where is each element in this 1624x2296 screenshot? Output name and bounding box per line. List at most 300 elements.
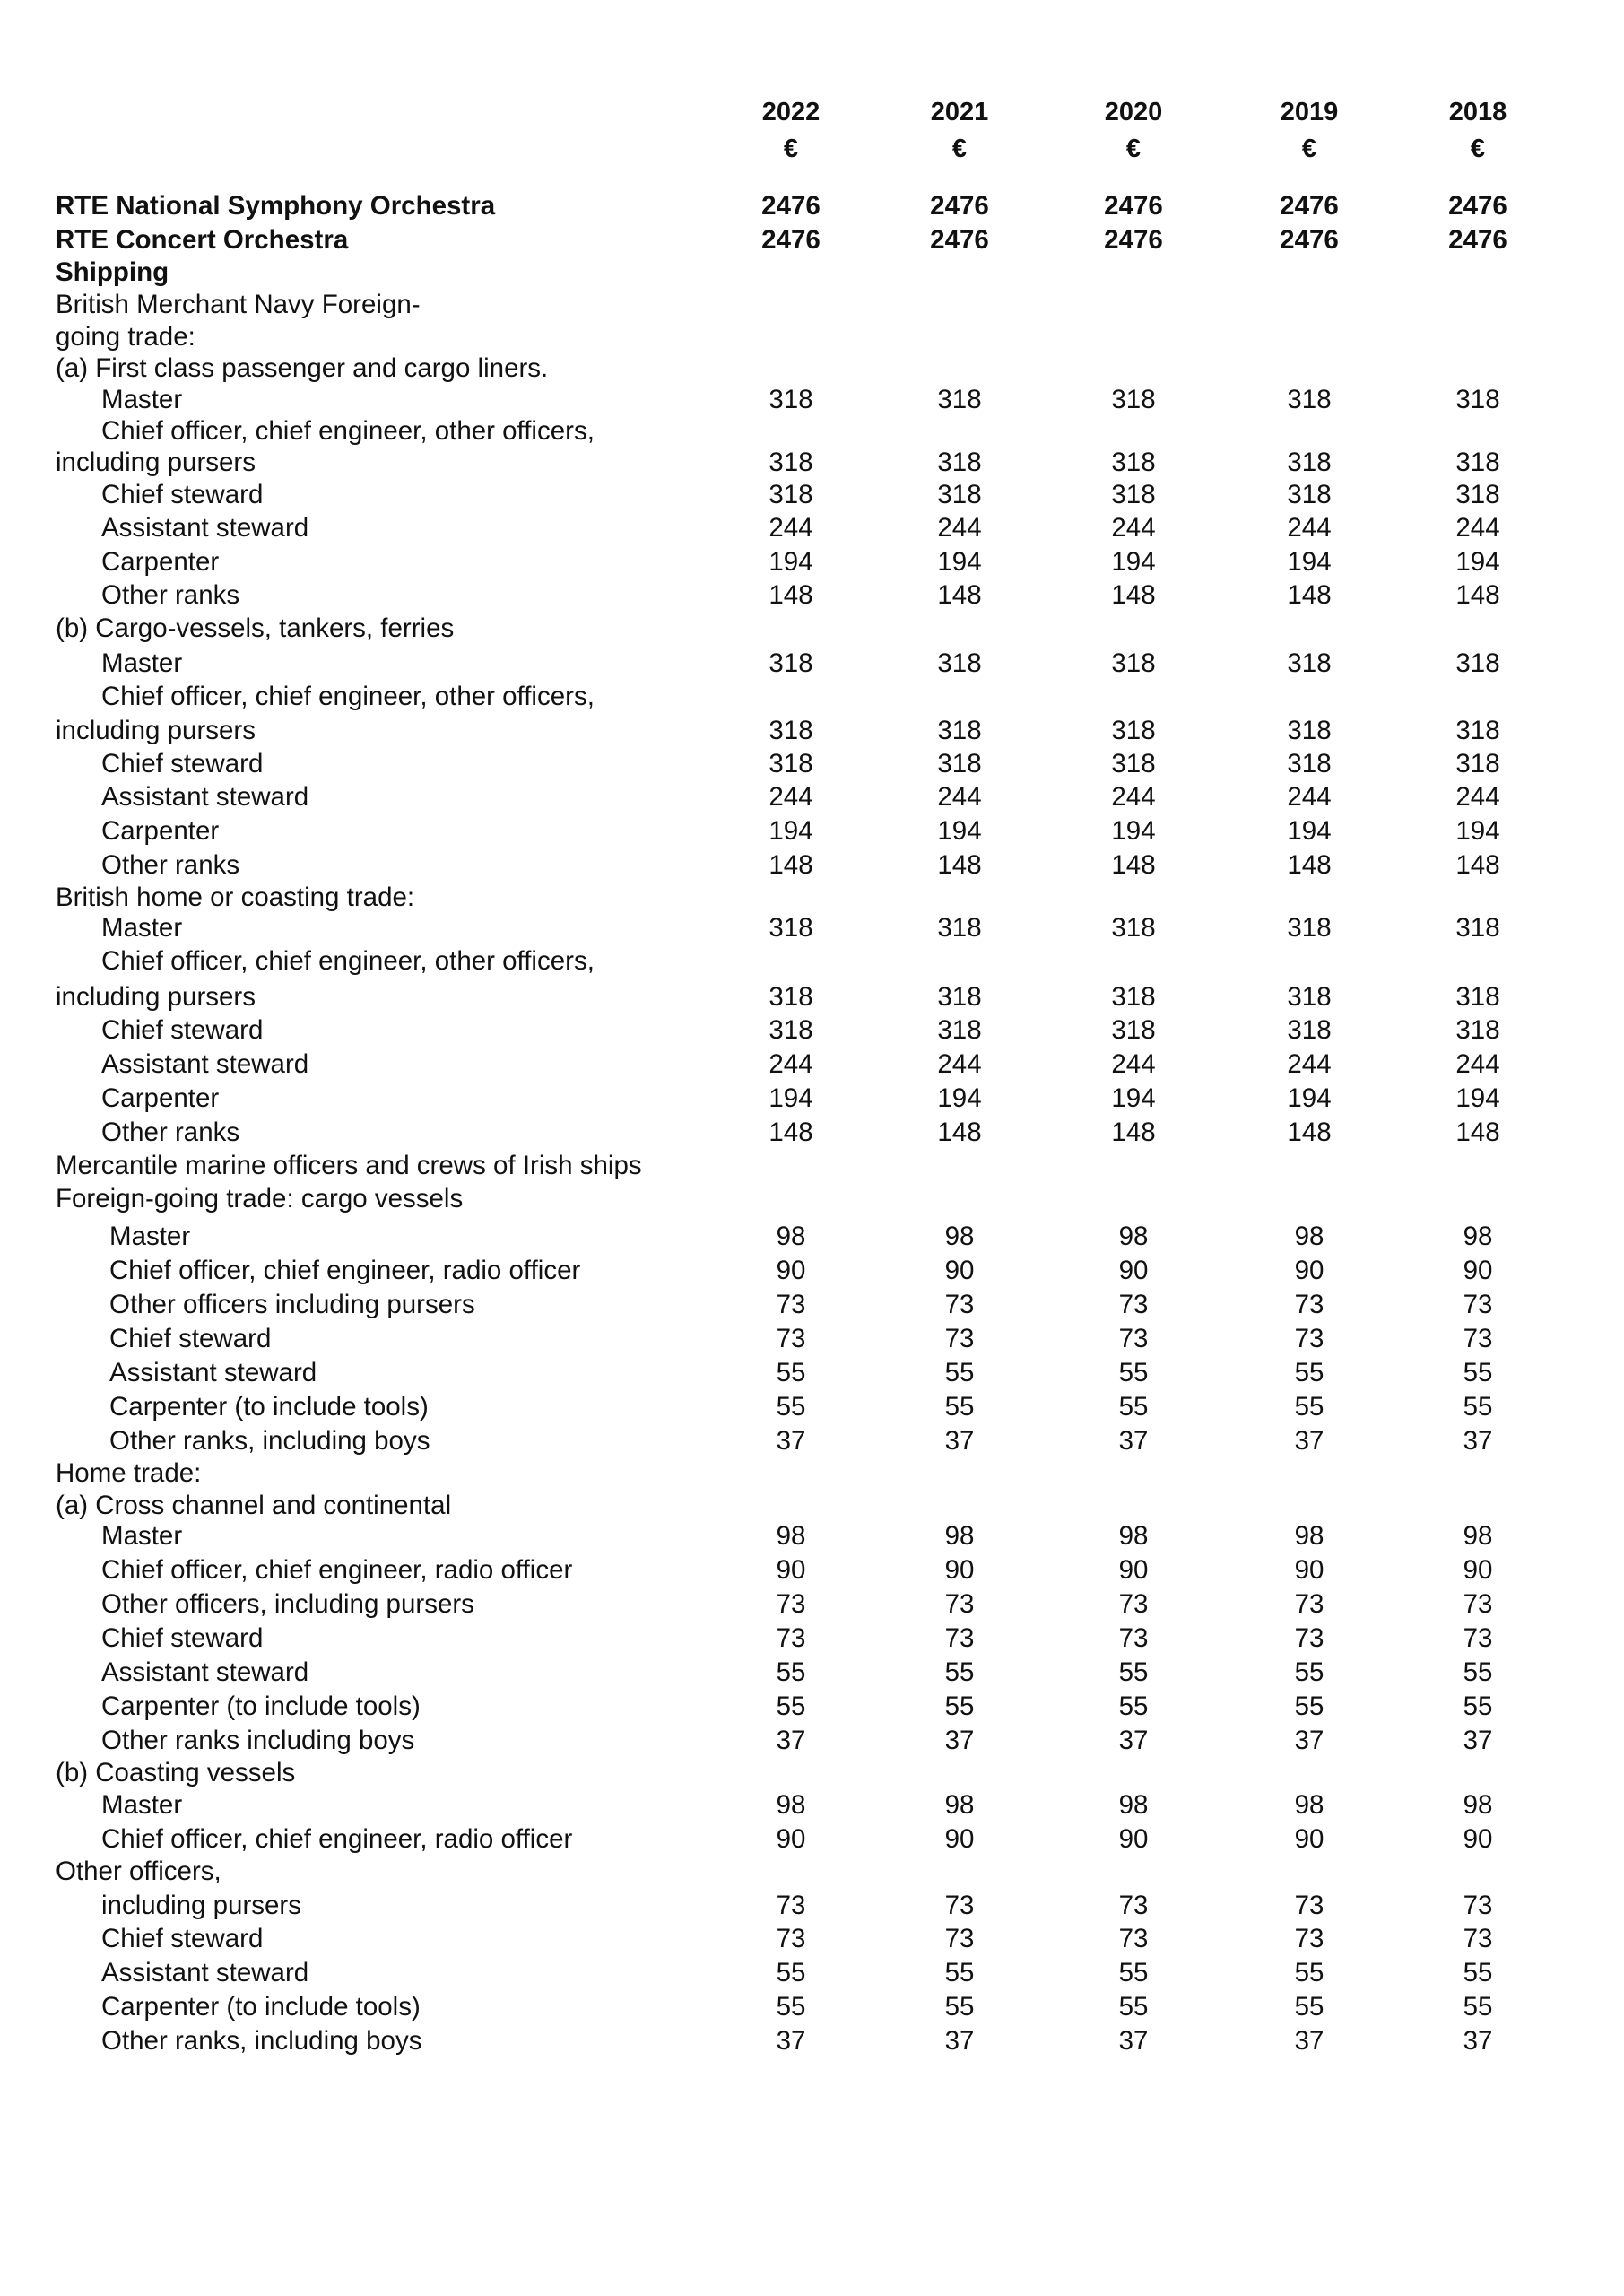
table-row	[56, 1220, 1580, 1254]
value-cell-2021: 194	[937, 1083, 982, 1113]
value-cell-2019: 244	[1287, 513, 1332, 543]
value-cell-2018: 98	[1463, 1790, 1493, 1820]
value-cell-2021: 148	[937, 580, 982, 610]
value-cell-2018: 55	[1463, 1657, 1493, 1687]
value-cell-2021: 244	[937, 513, 982, 543]
row-label: Master	[101, 913, 183, 943]
value-cell-2019: 55	[1294, 1657, 1324, 1687]
row-label: Assistant steward	[101, 1958, 309, 1987]
value-cell-2020: 37	[1118, 2026, 1149, 2056]
value-cell-2022: 148	[769, 1118, 813, 1147]
table-row	[56, 1656, 1580, 1690]
value-cell-2021: 73	[944, 1324, 975, 1353]
value-cell-2020: 55	[1118, 1692, 1149, 1721]
value-cell-2022: 73	[776, 1891, 806, 1920]
value-cell-2020: 318	[1111, 982, 1156, 1012]
table-row	[56, 1390, 1580, 1424]
value-cell-2018: 194	[1455, 1083, 1500, 1113]
value-cell-2019: 55	[1294, 1958, 1324, 1987]
value-cell-2018: 73	[1463, 1290, 1493, 1319]
table-row	[56, 288, 1580, 322]
value-cell-2021: 73	[944, 1891, 975, 1920]
value-cell-2019: 318	[1287, 982, 1332, 1012]
row-label: Carpenter (to include tools)	[101, 1692, 421, 1721]
row-label: Carpenter (to include tools)	[109, 1392, 429, 1422]
value-cell-2019: 55	[1294, 1692, 1324, 1721]
value-cell-2022: 73	[776, 1324, 806, 1353]
row-label: Carpenter	[101, 1083, 220, 1113]
value-cell-2021: 318	[937, 480, 982, 509]
value-cell-2022: 244	[769, 1049, 813, 1079]
value-cell-2021: 90	[944, 1555, 975, 1585]
row-label: British Merchant Navy Foreign-	[56, 290, 421, 319]
value-cell-2021: 318	[937, 913, 982, 943]
table-row	[56, 545, 1580, 579]
row-label: Other officers, including pursers	[101, 1589, 474, 1619]
value-cell-2022: 55	[776, 1358, 806, 1387]
value-cell-2019: 194	[1287, 547, 1332, 577]
table-row	[56, 1922, 1580, 1956]
row-label: Carpenter	[101, 547, 220, 577]
year-header-2018: 2018	[1448, 98, 1507, 126]
row-label: Master	[101, 385, 183, 414]
value-cell-2018: 90	[1463, 1824, 1493, 1854]
value-cell-2019: 148	[1287, 1118, 1332, 1147]
value-cell-2022: 318	[769, 913, 813, 943]
value-cell-2022: 318	[769, 716, 813, 745]
value-cell-2019: 90	[1294, 1824, 1324, 1854]
value-cell-2020: 98	[1118, 1521, 1149, 1551]
value-cell-2018: 73	[1463, 1589, 1493, 1619]
value-cell-2018: 73	[1463, 1891, 1493, 1920]
row-label: RTE Concert Orchestra	[56, 225, 349, 255]
row-label: Home trade:	[56, 1458, 202, 1488]
value-cell-2019: 37	[1294, 1726, 1324, 1755]
row-label: Master	[101, 648, 183, 678]
row-label: Mercantile marine officers and crews of Irish ships	[56, 1151, 642, 1180]
value-cell-2021: 318	[937, 648, 982, 678]
value-cell-2019: 73	[1294, 1324, 1324, 1353]
value-cell-2018: 244	[1455, 1049, 1500, 1079]
table-row	[56, 189, 1580, 223]
value-cell-2019: 148	[1287, 850, 1332, 880]
row-label: Chief officer, chief engineer, other officers,	[101, 946, 595, 976]
value-cell-2018: 55	[1463, 1992, 1493, 2022]
value-cell-2018: 318	[1455, 480, 1500, 509]
value-cell-2018: 55	[1463, 1358, 1493, 1387]
row-label: Master	[101, 1790, 183, 1820]
row-label: Shipping	[56, 257, 169, 287]
table-row	[56, 256, 1580, 290]
table-row	[56, 647, 1580, 681]
table-row	[56, 747, 1580, 781]
table-row	[56, 1254, 1580, 1288]
value-cell-2020: 55	[1118, 1358, 1149, 1387]
row-label: Carpenter	[101, 816, 220, 846]
table-row	[56, 1116, 1580, 1150]
value-cell-2020: 318	[1111, 385, 1156, 414]
value-cell-2019: 148	[1287, 580, 1332, 610]
currency-header-2018: €	[1470, 135, 1486, 163]
table-row	[56, 1690, 1580, 1724]
value-cell-2021: 244	[937, 782, 982, 812]
value-cell-2020: 73	[1118, 1589, 1149, 1619]
value-cell-2018: 37	[1463, 1726, 1493, 1755]
value-cell-2022: 73	[776, 1623, 806, 1653]
row-label: Other ranks, including boys	[101, 2026, 422, 2056]
year-header-2021: 2021	[930, 98, 989, 126]
value-cell-2020: 37	[1118, 1426, 1149, 1456]
value-cell-2022: 194	[769, 816, 813, 846]
value-cell-2020: 244	[1111, 513, 1156, 543]
table-row	[56, 1553, 1580, 1587]
value-cell-2018: 194	[1455, 547, 1500, 577]
value-cell-2020: 90	[1118, 1256, 1149, 1285]
currency-header-2021: €	[951, 135, 968, 163]
value-cell-2020: 148	[1111, 850, 1156, 880]
value-cell-2021: 318	[937, 982, 982, 1012]
table-row	[56, 1587, 1580, 1622]
row-label: Chief steward	[101, 1924, 264, 1953]
value-cell-2019: 2476	[1280, 225, 1339, 255]
row-label: Chief steward	[109, 1324, 272, 1353]
value-cell-2018: 90	[1463, 1555, 1493, 1585]
table-row	[56, 1322, 1580, 1356]
value-cell-2022: 244	[769, 782, 813, 812]
value-cell-2020: 318	[1111, 648, 1156, 678]
value-cell-2019: 318	[1287, 1015, 1332, 1045]
table-row	[56, 1788, 1580, 1822]
value-cell-2022: 98	[776, 1790, 806, 1820]
table-row	[56, 1855, 1580, 1889]
value-cell-2018: 2476	[1448, 225, 1507, 255]
value-cell-2018: 318	[1455, 1015, 1500, 1045]
row-label: Chief officer, chief engineer, radio officer	[101, 1555, 573, 1585]
value-cell-2018: 55	[1463, 1692, 1493, 1721]
value-cell-2019: 318	[1287, 913, 1332, 943]
value-cell-2019: 90	[1294, 1555, 1324, 1585]
value-cell-2018: 148	[1455, 1118, 1500, 1147]
value-cell-2020: 2476	[1104, 225, 1163, 255]
value-cell-2021: 318	[937, 1015, 982, 1045]
table-row	[56, 1822, 1580, 1857]
value-cell-2021: 194	[937, 816, 982, 846]
row-label: Chief steward	[101, 1015, 264, 1045]
year-header-2019: 2019	[1280, 98, 1339, 126]
value-cell-2020: 55	[1118, 1392, 1149, 1422]
value-cell-2022: 148	[769, 850, 813, 880]
table-row	[56, 1956, 1580, 1990]
value-cell-2021: 55	[944, 1657, 975, 1687]
value-cell-2021: 244	[937, 1049, 982, 1079]
value-cell-2018: 244	[1455, 513, 1500, 543]
value-cell-2018: 37	[1463, 1426, 1493, 1456]
value-cell-2019: 73	[1294, 1891, 1324, 1920]
row-label: Master	[101, 1521, 183, 1551]
value-cell-2019: 244	[1287, 1049, 1332, 1079]
row-label: Assistant steward	[101, 1657, 309, 1687]
value-cell-2019: 2476	[1280, 191, 1339, 221]
value-cell-2020: 194	[1111, 547, 1156, 577]
table-row	[56, 1457, 1580, 1491]
value-cell-2019: 55	[1294, 1358, 1324, 1387]
value-cell-2022: 55	[776, 1692, 806, 1721]
value-cell-2020: 244	[1111, 782, 1156, 812]
value-cell-2022: 55	[776, 1992, 806, 2022]
table-row	[56, 1990, 1580, 2024]
table-row	[56, 1288, 1580, 1322]
value-cell-2018: 318	[1455, 749, 1500, 778]
value-cell-2022: 55	[776, 1392, 806, 1422]
value-cell-2020: 318	[1111, 749, 1156, 778]
value-cell-2018: 244	[1455, 782, 1500, 812]
value-cell-2018: 73	[1463, 1623, 1493, 1653]
value-cell-2018: 318	[1455, 913, 1500, 943]
row-label: Other officers,	[56, 1857, 221, 1886]
table-row	[56, 2024, 1580, 2058]
value-cell-2020: 318	[1111, 480, 1156, 509]
value-cell-2022: 90	[776, 1555, 806, 1585]
value-cell-2022: 244	[769, 513, 813, 543]
value-cell-2022: 148	[769, 580, 813, 610]
table-row	[56, 1048, 1580, 1082]
row-label: Chief steward	[101, 480, 264, 509]
value-cell-2019: 318	[1287, 385, 1332, 414]
value-cell-2020: 73	[1118, 1290, 1149, 1319]
value-cell-2021: 194	[937, 547, 982, 577]
table-row	[56, 612, 1580, 646]
row-label: Assistant steward	[101, 782, 309, 812]
value-cell-2022: 318	[769, 385, 813, 414]
value-cell-2020: 73	[1118, 1924, 1149, 1953]
value-cell-2021: 73	[944, 1589, 975, 1619]
value-cell-2021: 73	[944, 1290, 975, 1319]
row-label: Other ranks	[101, 580, 240, 610]
row-label: Assistant steward	[101, 1049, 309, 1079]
value-cell-2022: 318	[769, 448, 813, 477]
value-cell-2019: 318	[1287, 749, 1332, 778]
table-row	[56, 1424, 1580, 1458]
value-cell-2021: 55	[944, 1392, 975, 1422]
value-cell-2019: 73	[1294, 1589, 1324, 1619]
table-row	[56, 780, 1580, 814]
value-cell-2021: 55	[944, 1358, 975, 1387]
table-row	[56, 1622, 1580, 1656]
value-cell-2022: 90	[776, 1256, 806, 1285]
table-row	[56, 1889, 1580, 1923]
value-cell-2022: 73	[776, 1589, 806, 1619]
table-row	[56, 1724, 1580, 1758]
table-row	[56, 1182, 1580, 1216]
value-cell-2019: 318	[1287, 648, 1332, 678]
value-cell-2021: 2476	[930, 191, 989, 221]
value-cell-2021: 90	[944, 1256, 975, 1285]
row-label: Chief steward	[101, 1623, 264, 1653]
value-cell-2018: 194	[1455, 816, 1500, 846]
value-cell-2018: 148	[1455, 580, 1500, 610]
value-cell-2022: 98	[776, 1222, 806, 1251]
value-cell-2019: 37	[1294, 1426, 1324, 1456]
value-cell-2021: 148	[937, 850, 982, 880]
table-row	[56, 414, 1580, 448]
value-cell-2022: 318	[769, 982, 813, 1012]
value-cell-2022: 55	[776, 1657, 806, 1687]
year-header-2022: 2022	[761, 98, 821, 126]
table-row	[56, 714, 1580, 748]
value-cell-2021: 318	[937, 716, 982, 745]
value-cell-2020: 2476	[1104, 191, 1163, 221]
row-label: including pursers	[56, 716, 256, 745]
value-cell-2019: 37	[1294, 2026, 1324, 2056]
value-cell-2020: 90	[1118, 1555, 1149, 1585]
row-label: Other ranks	[101, 1118, 240, 1147]
value-cell-2021: 318	[937, 385, 982, 414]
row-label: Chief officer, chief engineer, radio officer	[101, 1824, 573, 1854]
value-cell-2022: 37	[776, 2026, 806, 2056]
table-row	[56, 511, 1580, 545]
value-cell-2020: 55	[1118, 1958, 1149, 1987]
value-cell-2018: 98	[1463, 1521, 1493, 1551]
value-cell-2021: 55	[944, 1692, 975, 1721]
table-row	[56, 1013, 1580, 1048]
value-cell-2018: 73	[1463, 1924, 1493, 1953]
row-label: Chief officer, chief engineer, radio officer	[109, 1256, 581, 1285]
row-label: Chief steward	[101, 749, 264, 778]
row-label: Chief officer, chief engineer, other officers,	[101, 682, 595, 711]
row-label: Foreign-going trade: cargo vessels	[56, 1184, 464, 1213]
value-cell-2022: 55	[776, 1958, 806, 1987]
value-cell-2018: 148	[1455, 850, 1500, 880]
value-cell-2021: 318	[937, 749, 982, 778]
value-cell-2022: 194	[769, 1083, 813, 1113]
value-cell-2020: 37	[1118, 1726, 1149, 1755]
value-cell-2019: 194	[1287, 1083, 1332, 1113]
row-label: Carpenter (to include tools)	[101, 1992, 421, 2022]
value-cell-2018: 318	[1455, 982, 1500, 1012]
value-cell-2018: 318	[1455, 385, 1500, 414]
value-cell-2021: 98	[944, 1790, 975, 1820]
row-label: Master	[109, 1222, 191, 1251]
value-cell-2021: 55	[944, 1992, 975, 2022]
value-cell-2021: 73	[944, 1623, 975, 1653]
value-cell-2020: 73	[1118, 1623, 1149, 1653]
value-cell-2022: 90	[776, 1824, 806, 1854]
value-cell-2019: 98	[1294, 1222, 1324, 1251]
value-cell-2021: 2476	[930, 225, 989, 255]
table-row	[56, 1149, 1580, 1183]
table-row	[56, 578, 1580, 613]
value-cell-2022: 37	[776, 1426, 806, 1456]
table-row	[56, 352, 1580, 386]
value-cell-2020: 55	[1118, 1992, 1149, 2022]
row-label: Other ranks including boys	[101, 1726, 415, 1755]
table-row	[56, 320, 1580, 354]
value-cell-2018: 318	[1455, 448, 1500, 477]
table-row	[56, 1489, 1580, 1523]
row-label: including pursers	[101, 1891, 302, 1920]
value-cell-2020: 318	[1111, 913, 1156, 943]
table-row	[56, 881, 1580, 915]
value-cell-2019: 98	[1294, 1790, 1324, 1820]
currency-header-2020: €	[1125, 135, 1142, 163]
table-row	[56, 446, 1580, 480]
value-cell-2022: 194	[769, 547, 813, 577]
row-label: including pursers	[56, 982, 256, 1012]
value-cell-2019: 73	[1294, 1290, 1324, 1319]
row-label: going trade:	[56, 322, 195, 352]
value-cell-2019: 98	[1294, 1521, 1324, 1551]
value-cell-2021: 37	[944, 1426, 975, 1456]
value-cell-2018: 318	[1455, 716, 1500, 745]
value-cell-2020: 98	[1118, 1790, 1149, 1820]
value-cell-2022: 318	[769, 480, 813, 509]
value-cell-2018: 318	[1455, 648, 1500, 678]
value-cell-2021: 37	[944, 1726, 975, 1755]
table-row	[56, 848, 1580, 883]
value-cell-2018: 2476	[1448, 191, 1507, 221]
value-cell-2020: 73	[1118, 1324, 1149, 1353]
row-label: (a) First class passenger and cargo liners.	[56, 353, 549, 383]
value-cell-2020: 73	[1118, 1891, 1149, 1920]
value-cell-2019: 55	[1294, 1992, 1324, 2022]
value-cell-2019: 90	[1294, 1256, 1324, 1285]
row-label: including pursers	[56, 448, 256, 477]
value-cell-2022: 318	[769, 648, 813, 678]
value-cell-2022: 98	[776, 1521, 806, 1551]
table-row	[56, 478, 1580, 512]
value-cell-2020: 55	[1118, 1657, 1149, 1687]
table-row	[56, 1082, 1580, 1116]
value-cell-2018: 37	[1463, 2026, 1493, 2056]
value-cell-2021: 73	[944, 1924, 975, 1953]
row-label: Other ranks, including boys	[109, 1426, 430, 1456]
currency-header-2022: €	[783, 135, 799, 163]
value-cell-2018: 55	[1463, 1392, 1493, 1422]
table-row	[56, 1519, 1580, 1553]
table-row	[56, 911, 1580, 945]
value-cell-2020: 194	[1111, 816, 1156, 846]
value-cell-2020: 318	[1111, 448, 1156, 477]
value-cell-2020: 244	[1111, 1049, 1156, 1079]
value-cell-2020: 194	[1111, 1083, 1156, 1113]
value-cell-2020: 318	[1111, 1015, 1156, 1045]
value-cell-2022: 73	[776, 1924, 806, 1953]
table-row	[56, 383, 1580, 417]
value-cell-2020: 318	[1111, 716, 1156, 745]
value-cell-2022: 318	[769, 1015, 813, 1045]
value-cell-2020: 90	[1118, 1824, 1149, 1854]
value-cell-2020: 148	[1111, 1118, 1156, 1147]
value-cell-2018: 98	[1463, 1222, 1493, 1251]
row-label: Chief officer, chief engineer, other officers,	[101, 416, 595, 446]
table-row	[56, 1356, 1580, 1390]
value-cell-2022: 2476	[761, 225, 821, 255]
row-label: Other officers including pursers	[109, 1290, 475, 1319]
value-cell-2018: 90	[1463, 1256, 1493, 1285]
table-row	[56, 944, 1580, 978]
value-cell-2019: 318	[1287, 448, 1332, 477]
row-label: RTE National Symphony Orchestra	[56, 191, 496, 221]
row-label: (a) Cross channel and continental	[56, 1491, 452, 1520]
table-row	[56, 680, 1580, 714]
value-cell-2021: 318	[937, 448, 982, 477]
table-row	[56, 814, 1580, 848]
value-cell-2021: 55	[944, 1958, 975, 1987]
currency-header-2019: €	[1301, 135, 1317, 163]
value-cell-2022: 318	[769, 749, 813, 778]
year-header-2020: 2020	[1104, 98, 1163, 126]
value-cell-2019: 244	[1287, 782, 1332, 812]
